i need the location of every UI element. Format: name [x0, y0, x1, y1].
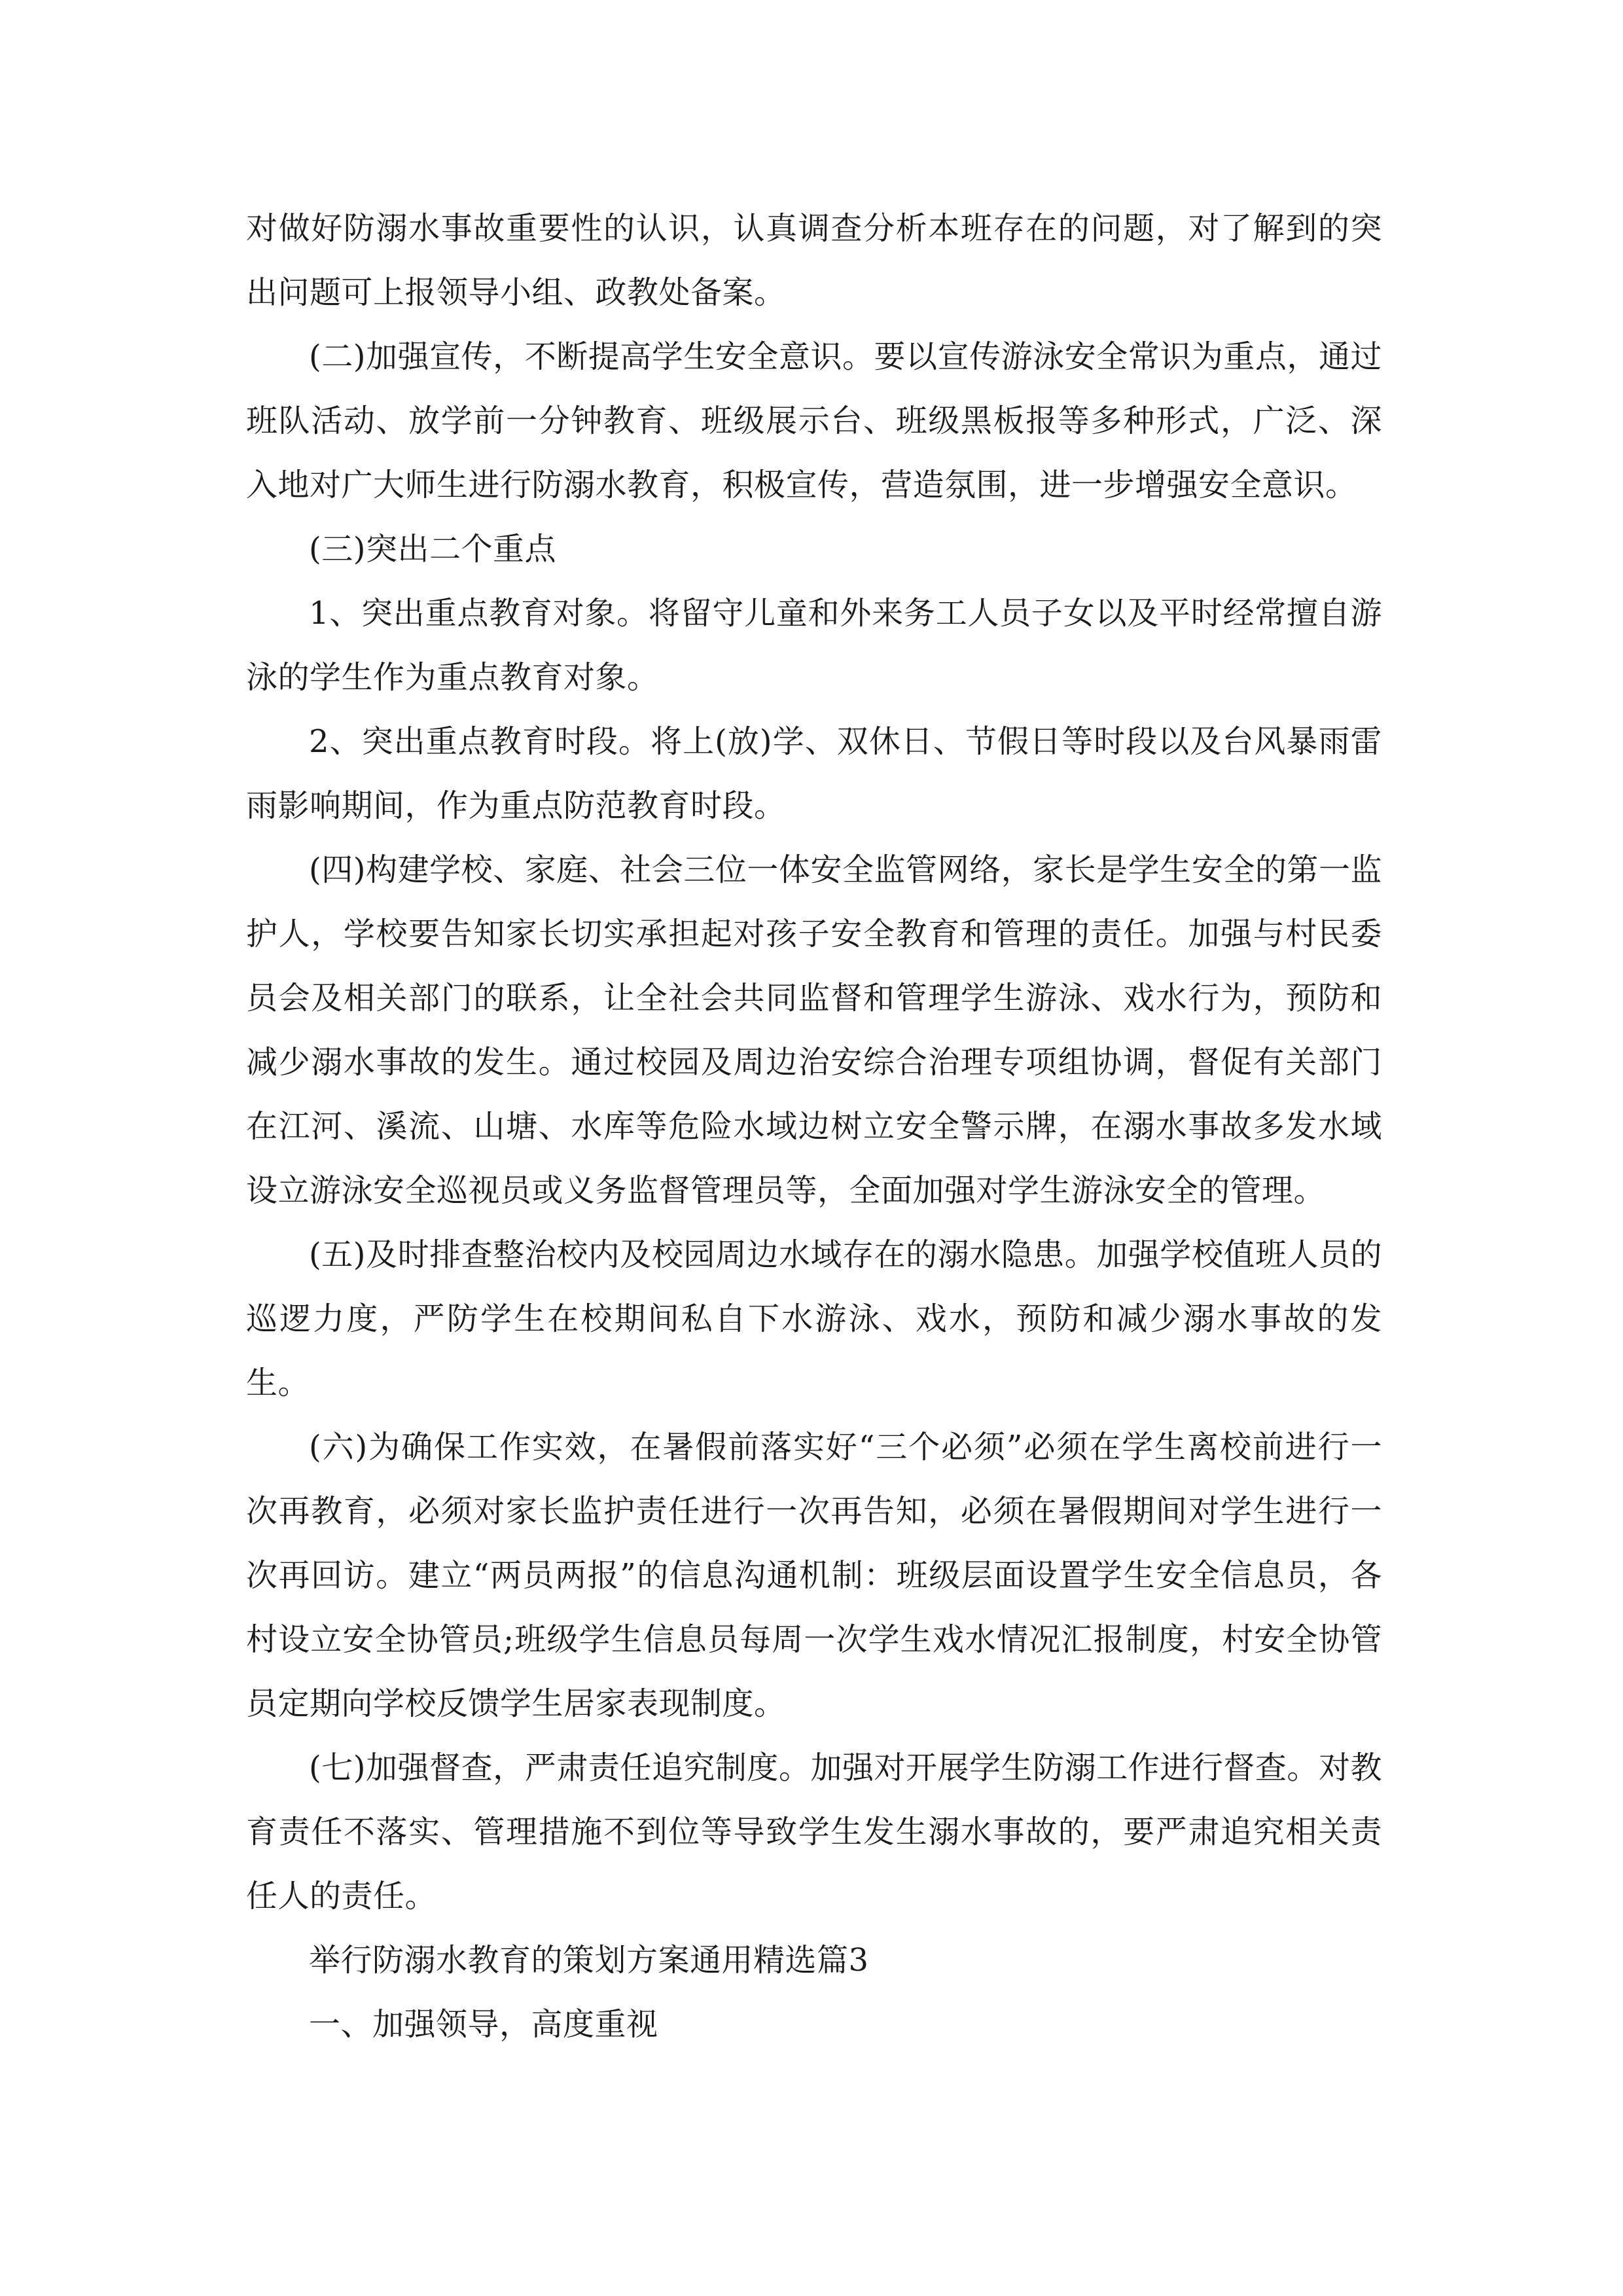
paragraph-publicity: (二)加强宣传，不断提高学生安全意识。要以宣传游泳安全常识为重点，通过班队活动、放学前一分钟教育、班级展示台、班级黑板报等多种形式，广泛、深入地对广大师生进行防溺水教育，积极宣传，营造氛围，进一步增强安全意识。	[246, 338, 1382, 503]
paragraph-two-key-points: (三)突出二个重点	[309, 531, 556, 567]
paragraph-key-targets: 1、突出重点教育对象。将留守儿童和外来务工人员子女以及平时经常擅自游泳的学生作为重点教育对象。	[246, 595, 1382, 696]
paragraph-accountability: (七)加强督查，严肃责任追究制度。加强对开展学生防溺工作进行督查。对教育责任不落实、管理措施不到位等导致学生发生溺水事故的，要严肃追究相关责任人的责任。	[246, 1749, 1382, 1914]
subsection-heading: 一、加强领导，高度重视	[309, 2006, 658, 2043]
section-heading: 举行防溺水教育的策划方案通用精选篇3	[309, 1942, 869, 1979]
paragraph-continuation: 对做好防溺水事故重要性的认识，认真调查分析本班存在的问题，对了解到的突出问题可上报领导小组、政教处备案。	[246, 210, 1382, 311]
document-page	[246, 196, 1382, 2056]
paragraph-three-musts: (六)为确保工作实效，在暑假前落实好“三个必须”必须在学生离校前进行一次再教育，必须对家长监护责任进行一次再告知，必须在暑假期间对学生进行一次再回访。建立“两员两报”的信息沟通机制：班级层面设置学生安全信息员，各村设立安全协管员;班级学生信息员每周一次学生戏水情况汇报制度，村安全协管员定期向学校反馈学生居家表现制度。	[246, 1429, 1382, 1722]
paragraph-key-periods: 2、突出重点教育时段。将上(放)学、双休日、节假日等时段以及台风暴雨雷雨影响期间，作为重点防范教育时段。	[246, 723, 1382, 824]
paragraph-hazard-inspection: (五)及时排查整治校内及校园周边水域存在的溺水隐患。加强学校值班人员的巡逻力度，严防学生在校期间私自下水游泳、戏水，预防和减少溺水事故的发生。	[246, 1236, 1382, 1401]
paragraph-supervision-network: (四)构建学校、家庭、社会三位一体安全监管网络，家长是学生安全的第一监护人，学校要告知家长切实承担起对孩子安全教育和管理的责任。加强与村民委员会及相关部门的联系，让全社会共同监督和管理学生游泳、戏水行为，预防和减少溺水事故的发生。通过校园及周边治安综合治理专项组协调，督促有关部门在江河、溪流、山塘、水库等危险水域边树立安全警示牌，在溺水事故多发水域设立游泳安全巡视员或义务监督管理员等，全面加强对学生游泳安全的管理。	[246, 852, 1382, 1209]
